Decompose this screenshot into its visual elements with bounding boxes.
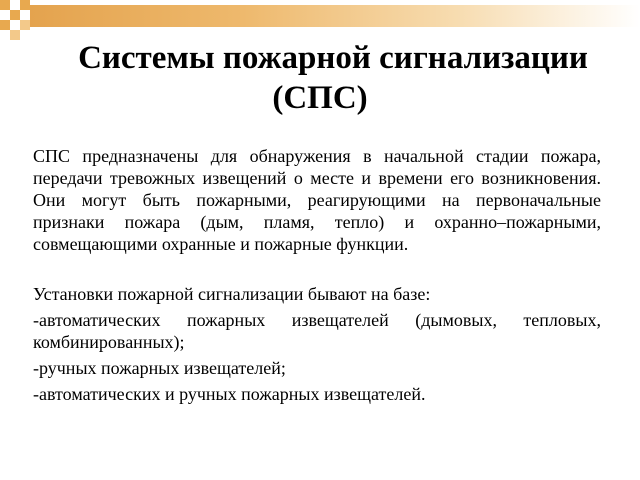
intro-paragraph: СПС предназначены для обнаружения в начальной стадии пожара, передачи тревожных извещений о месте и времени его возникновения. Они могут быть пожарными, реагирующими на первоначальные признаки пожара (дым, пламя, тепло) и охранно–пожарными, совмещающими охранные и пожарные функции. bbox=[33, 146, 601, 254]
list-lead: Установки пожарной сигнализации бывают на базе: bbox=[33, 284, 431, 304]
list-item: -ручных пожарных извещателей; bbox=[33, 358, 286, 378]
list-item: -автоматических и ручных пожарных извещателей. bbox=[33, 384, 426, 404]
title-line-2: (СПС) bbox=[272, 80, 368, 116]
slide-title bbox=[0, 38, 640, 118]
slide-body bbox=[33, 145, 601, 409]
header-gradient-bar bbox=[30, 5, 640, 27]
list-item: -автоматических пожарных извещателей (дымовых, тепловых, комбинированных); bbox=[33, 310, 601, 352]
title-line-1: Системы пожарной сигнализации bbox=[78, 40, 588, 76]
